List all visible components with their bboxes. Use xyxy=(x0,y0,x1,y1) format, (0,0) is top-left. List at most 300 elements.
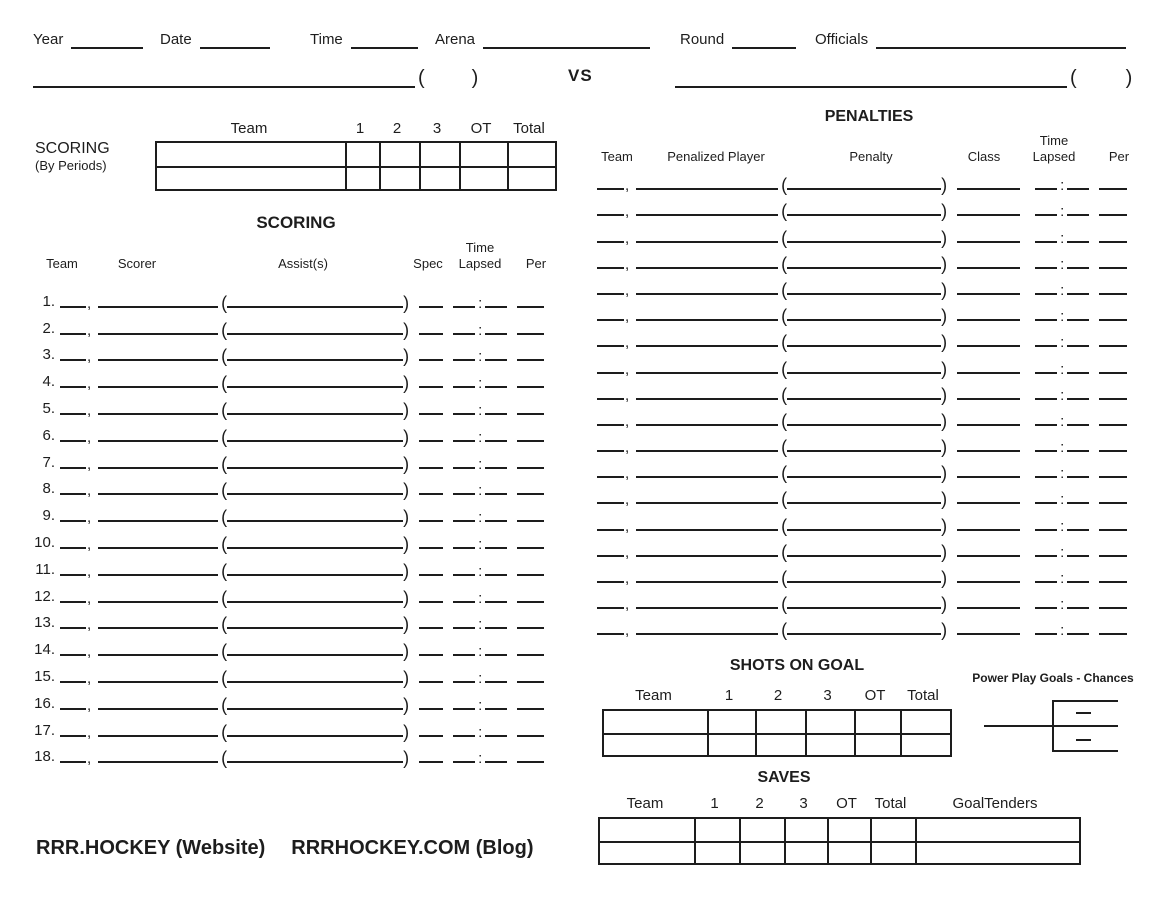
assists-paren-open: ( xyxy=(221,346,228,367)
comma-mark: , xyxy=(625,412,630,430)
periods-cell xyxy=(157,166,345,189)
scoring-spec-blank xyxy=(419,547,443,549)
scoring-team-blank xyxy=(60,467,86,469)
scoring-spec-blank xyxy=(419,467,443,469)
assists-paren-open: ( xyxy=(221,614,228,635)
footer-blog: RRRHOCKEY.COM (Blog) xyxy=(291,837,534,859)
shots-cell xyxy=(854,711,900,733)
colon-mark: : xyxy=(478,428,483,446)
comma-mark: , xyxy=(625,465,630,483)
colon-mark: : xyxy=(1060,622,1065,640)
scoring-per-blank xyxy=(517,627,544,629)
periods-table-header xyxy=(155,120,553,138)
assists-paren-open: ( xyxy=(221,399,228,420)
scoring-row xyxy=(30,392,544,419)
shots-cell xyxy=(805,733,854,755)
scoring-team-blank xyxy=(60,654,86,656)
assists-paren-close: ) xyxy=(403,507,410,528)
scoring-time-sec-blank xyxy=(485,574,507,576)
penalty-row xyxy=(597,247,1127,273)
colon-mark: : xyxy=(478,348,483,366)
scoring-col-team: Team xyxy=(46,256,78,271)
penalty-name-blank xyxy=(787,633,941,635)
penalty-name-blank xyxy=(787,424,941,426)
home-score-paren-open: ( xyxy=(418,67,425,89)
scoring-assists-blank xyxy=(227,654,403,656)
scoring-per-blank xyxy=(517,386,544,388)
penalty-time-min-blank xyxy=(1035,372,1057,374)
scoring-assists-blank xyxy=(227,574,403,576)
saves-cell xyxy=(784,819,827,841)
penalty-row xyxy=(597,378,1127,404)
scoring-assists-blank xyxy=(227,467,403,469)
penalty-row xyxy=(597,613,1127,639)
penalty-team-blank xyxy=(597,633,624,635)
scoring-time-min-blank xyxy=(453,413,475,415)
penalty-time-min-blank xyxy=(1035,450,1057,452)
penalty-per-blank xyxy=(1099,267,1127,269)
assists-paren-open: ( xyxy=(221,507,228,528)
assists-paren-close: ) xyxy=(403,667,410,688)
scoring-row-number: 17. xyxy=(34,721,55,739)
scoring-time-min-blank xyxy=(453,574,475,576)
penalty-class-blank xyxy=(957,398,1020,400)
penalty-paren-open: ( xyxy=(781,201,788,222)
scoring-col-spec: Spec xyxy=(413,256,443,271)
scoring-row-number: 7. xyxy=(42,453,55,471)
scoring-scorer-blank xyxy=(98,413,218,415)
penalty-player-blank xyxy=(636,450,778,452)
penalty-per-blank xyxy=(1099,633,1127,635)
officials-field xyxy=(815,29,1126,49)
penalty-paren-close: ) xyxy=(941,201,948,222)
comma-mark: , xyxy=(625,622,630,640)
penalty-player-blank xyxy=(636,476,778,478)
assists-paren-open: ( xyxy=(221,748,228,769)
colon-mark: : xyxy=(478,750,483,768)
penalty-paren-close: ) xyxy=(941,306,948,327)
assists-paren-close: ) xyxy=(403,346,410,367)
colon-mark: : xyxy=(478,669,483,687)
comma-mark: , xyxy=(87,643,92,661)
scoring-spec-blank xyxy=(419,520,443,522)
scoring-row-number: 10. xyxy=(34,533,55,551)
assists-paren-open: ( xyxy=(221,319,228,340)
penalty-time-min-blank xyxy=(1035,188,1057,190)
colon-mark: : xyxy=(478,589,483,607)
comma-mark: , xyxy=(87,723,92,741)
penalty-team-blank xyxy=(597,607,624,609)
assists-paren-close: ) xyxy=(403,748,410,769)
scoring-team-blank xyxy=(60,574,86,576)
scoring-per-blank xyxy=(517,761,544,763)
penalty-time-sec-blank xyxy=(1067,319,1089,321)
scoring-row-number: 2. xyxy=(42,319,55,337)
saves-col-2: 2 xyxy=(755,795,764,812)
comma-mark: , xyxy=(87,669,92,687)
comma-mark: , xyxy=(625,360,630,378)
scoring-team-blank xyxy=(60,547,86,549)
year-field xyxy=(33,29,143,49)
assists-paren-close: ) xyxy=(403,641,410,662)
scoring-time-min-blank xyxy=(453,681,475,683)
scoring-row xyxy=(30,339,544,366)
periods-cell xyxy=(419,166,459,189)
comma-mark: , xyxy=(87,509,92,527)
arena-blank xyxy=(483,47,650,49)
penalty-time-min-blank xyxy=(1035,214,1057,216)
scoring-row xyxy=(30,526,544,553)
scoring-row-number: 8. xyxy=(42,480,55,498)
scoring-per-blank xyxy=(517,359,544,361)
colon-mark: : xyxy=(478,294,483,312)
penalty-player-blank xyxy=(636,581,778,583)
scoring-row-number: 5. xyxy=(42,399,55,417)
shots-on-goal-title: SHOTS ON GOAL xyxy=(729,657,865,674)
penalty-paren-close: ) xyxy=(941,437,948,458)
scoring-scorer-blank xyxy=(98,708,218,710)
periods-col-1: 1 xyxy=(355,120,365,137)
saves-col-3: 3 xyxy=(799,795,808,812)
scoring-col-per: Per xyxy=(525,256,547,271)
penalty-row xyxy=(597,482,1127,508)
penalty-per-blank xyxy=(1099,476,1127,478)
scoring-row-number: 4. xyxy=(42,373,55,391)
penalty-team-blank xyxy=(597,293,624,295)
penalty-paren-open: ( xyxy=(781,489,788,510)
assists-paren-close: ) xyxy=(403,694,410,715)
penalty-time-sec-blank xyxy=(1067,214,1089,216)
scoring-row-number: 15. xyxy=(34,667,55,685)
penalty-player-blank xyxy=(636,555,778,557)
comma-mark: , xyxy=(87,294,92,312)
scoring-time-sec-blank xyxy=(485,386,507,388)
assists-paren-close: ) xyxy=(403,721,410,742)
penalty-paren-close: ) xyxy=(941,384,948,405)
scoring-col-scorer: Scorer xyxy=(117,256,157,271)
scoring-time-sec-blank xyxy=(485,681,507,683)
penalty-name-blank xyxy=(787,581,941,583)
shots-cell xyxy=(900,711,950,733)
penalty-row xyxy=(597,299,1127,325)
comma-mark: , xyxy=(87,375,92,393)
comma-mark: , xyxy=(87,750,92,768)
penalty-time-sec-blank xyxy=(1067,555,1089,557)
penalty-paren-close: ) xyxy=(941,332,948,353)
penalty-player-blank xyxy=(636,398,778,400)
assists-paren-close: ) xyxy=(403,319,410,340)
comma-mark: , xyxy=(87,401,92,419)
away-team-line xyxy=(675,64,1132,88)
saves-table-header xyxy=(598,795,1077,813)
scoring-time-sec-blank xyxy=(485,413,507,415)
scoring-scorer-blank xyxy=(98,654,218,656)
scoring-time-min-blank xyxy=(453,601,475,603)
scoring-spec-blank xyxy=(419,386,443,388)
scoring-spec-blank xyxy=(419,440,443,442)
scoring-spec-blank xyxy=(419,601,443,603)
away-score-paren-close: ) xyxy=(1125,67,1133,89)
shots-cell xyxy=(805,711,854,733)
penalty-row xyxy=(597,561,1127,587)
penalty-team-blank xyxy=(597,529,624,531)
scoring-time-sec-blank xyxy=(485,333,507,335)
scoring-rows xyxy=(30,285,544,767)
scoring-scorer-blank xyxy=(98,601,218,603)
scoring-per-blank xyxy=(517,735,544,737)
colon-mark: : xyxy=(1060,596,1065,614)
scoring-time-sec-blank xyxy=(485,627,507,629)
penalty-time-sec-blank xyxy=(1067,476,1089,478)
comma-mark: , xyxy=(87,562,92,580)
assists-paren-close: ) xyxy=(403,453,410,474)
penalty-team-blank xyxy=(597,214,624,216)
arena-label: Arena xyxy=(435,31,476,48)
penalty-paren-open: ( xyxy=(781,332,788,353)
periods-cell xyxy=(345,143,379,166)
penalty-team-blank xyxy=(597,372,624,374)
penalty-class-blank xyxy=(957,581,1020,583)
assists-paren-close: ) xyxy=(403,480,410,501)
assists-paren-close: ) xyxy=(403,533,410,554)
penalty-name-blank xyxy=(787,555,941,557)
penalty-row xyxy=(597,168,1127,194)
scoring-assists-blank xyxy=(227,708,403,710)
penalty-per-blank xyxy=(1099,450,1127,452)
penalty-row xyxy=(597,430,1127,456)
periods-cell xyxy=(459,143,507,166)
penalty-name-blank xyxy=(787,607,941,609)
assists-paren-open: ( xyxy=(221,426,228,447)
away-team-blank xyxy=(675,86,1067,88)
saves-cell xyxy=(915,841,1079,863)
scoring-team-blank xyxy=(60,708,86,710)
scoring-team-blank xyxy=(60,681,86,683)
scoring-team-blank xyxy=(60,627,86,629)
scoring-time-sec-blank xyxy=(485,735,507,737)
colon-mark: : xyxy=(1060,308,1065,326)
penalty-player-blank xyxy=(636,633,778,635)
colon-mark: : xyxy=(1060,439,1065,457)
penalty-name-blank xyxy=(787,319,941,321)
colon-mark: : xyxy=(478,723,483,741)
footer xyxy=(36,837,534,860)
penalty-time-sec-blank xyxy=(1067,398,1089,400)
penalty-paren-close: ) xyxy=(941,253,948,274)
saves-cell xyxy=(694,819,739,841)
penalty-time-min-blank xyxy=(1035,424,1057,426)
comma-mark: , xyxy=(625,308,630,326)
scoring-row xyxy=(30,633,544,660)
penalty-per-blank xyxy=(1099,424,1127,426)
periods-cell xyxy=(419,143,459,166)
colon-mark: : xyxy=(1060,386,1065,404)
assists-paren-open: ( xyxy=(221,373,228,394)
officials-label: Officials xyxy=(815,31,869,48)
penalty-team-blank xyxy=(597,319,624,321)
scoring-scorer-blank xyxy=(98,681,218,683)
penalties-col-penalty: Penalty xyxy=(849,149,893,164)
scoring-team-blank xyxy=(60,440,86,442)
penalty-time-min-blank xyxy=(1035,476,1057,478)
penalty-paren-open: ( xyxy=(781,463,788,484)
scoring-row-number: 1. xyxy=(42,292,55,310)
scoring-time-min-blank xyxy=(453,761,475,763)
scoring-time-min-blank xyxy=(453,654,475,656)
periods-col-3: 3 xyxy=(432,120,442,137)
year-blank xyxy=(71,47,143,49)
penalty-paren-open: ( xyxy=(781,227,788,248)
scoring-per-blank xyxy=(517,681,544,683)
penalty-paren-open: ( xyxy=(781,515,788,536)
colon-mark: : xyxy=(1060,412,1065,430)
time-field xyxy=(310,29,418,49)
penalty-per-blank xyxy=(1099,188,1127,190)
comma-mark: , xyxy=(625,229,630,247)
penalty-class-blank xyxy=(957,502,1020,504)
penalty-per-blank xyxy=(1099,502,1127,504)
scoring-assists-blank xyxy=(227,601,403,603)
penalty-row xyxy=(597,535,1127,561)
penalty-paren-close: ) xyxy=(941,620,948,641)
comma-mark: , xyxy=(625,491,630,509)
periods-cell xyxy=(459,166,507,189)
penalty-time-sec-blank xyxy=(1067,293,1089,295)
scoring-assists-blank xyxy=(227,413,403,415)
penalty-paren-close: ) xyxy=(941,515,948,536)
scoring-by-periods-line2: (By Periods) xyxy=(35,158,107,173)
scoring-scorer-blank xyxy=(98,306,218,308)
penalty-team-blank xyxy=(597,424,624,426)
scoring-row-number: 6. xyxy=(42,426,55,444)
saves-col-1: 1 xyxy=(710,795,719,812)
scoring-scorer-blank xyxy=(98,467,218,469)
penalty-per-blank xyxy=(1099,319,1127,321)
scoring-scorer-blank xyxy=(98,359,218,361)
penalty-name-blank xyxy=(787,214,941,216)
penalty-per-blank xyxy=(1099,529,1127,531)
penalty-time-min-blank xyxy=(1035,529,1057,531)
penalty-time-sec-blank xyxy=(1067,529,1089,531)
colon-mark: : xyxy=(1060,517,1065,535)
shots-col-3: 3 xyxy=(823,687,832,704)
scoring-time-sec-blank xyxy=(485,601,507,603)
penalty-player-blank xyxy=(636,267,778,269)
colon-mark: : xyxy=(1060,177,1065,195)
comma-mark: , xyxy=(87,482,92,500)
shots-col-1: 1 xyxy=(724,687,734,704)
colon-mark: : xyxy=(478,643,483,661)
penalty-time-min-blank xyxy=(1035,241,1057,243)
scoring-col-assists: Assist(s) xyxy=(278,256,328,271)
scoring-time-sec-blank xyxy=(485,708,507,710)
round-field xyxy=(680,29,796,49)
year-label: Year xyxy=(33,31,64,48)
scoring-assists-blank xyxy=(227,735,403,737)
saves-cell xyxy=(600,841,694,863)
penalty-class-blank xyxy=(957,319,1020,321)
colon-mark: : xyxy=(1060,465,1065,483)
penalty-paren-close: ) xyxy=(941,489,948,510)
periods-col-total: Total xyxy=(513,120,545,137)
assists-paren-open: ( xyxy=(221,641,228,662)
shots-cell xyxy=(900,733,950,755)
scoring-col-time-line2: Lapsed xyxy=(458,256,502,271)
saves-cell xyxy=(827,819,870,841)
penalty-player-blank xyxy=(636,319,778,321)
periods-col-ot: OT xyxy=(470,120,492,137)
penalty-name-blank xyxy=(787,529,941,531)
penalties-col-team: Team xyxy=(601,149,633,164)
power-play-dash-bottom xyxy=(1076,739,1091,741)
scoring-row xyxy=(30,580,544,607)
scoring-row-number: 16. xyxy=(34,694,55,712)
saves-cell xyxy=(870,841,915,863)
footer-website: RRR.HOCKEY (Website) xyxy=(36,837,266,859)
penalty-per-blank xyxy=(1099,607,1127,609)
penalty-paren-open: ( xyxy=(781,437,788,458)
comma-mark: , xyxy=(625,177,630,195)
assists-paren-close: ) xyxy=(403,426,410,447)
penalty-player-blank xyxy=(636,607,778,609)
periods-cell xyxy=(157,143,345,166)
comma-mark: , xyxy=(625,439,630,457)
scoring-per-blank xyxy=(517,601,544,603)
penalty-row xyxy=(597,404,1127,430)
penalties-col-time-line2: Lapsed xyxy=(1032,149,1076,164)
scoring-row xyxy=(30,687,544,714)
colon-mark: : xyxy=(1060,281,1065,299)
scoring-row xyxy=(30,553,544,580)
periods-col-team: Team xyxy=(230,120,268,137)
scoring-time-sec-blank xyxy=(485,467,507,469)
penalty-class-blank xyxy=(957,372,1020,374)
penalty-time-sec-blank xyxy=(1067,450,1089,452)
scoring-team-blank xyxy=(60,386,86,388)
scoring-time-min-blank xyxy=(453,735,475,737)
penalty-row xyxy=(597,351,1127,377)
colon-mark: : xyxy=(1060,229,1065,247)
scoring-row xyxy=(30,365,544,392)
penalty-paren-open: ( xyxy=(781,253,788,274)
round-label: Round xyxy=(680,31,725,48)
scoring-row xyxy=(30,607,544,634)
scoring-per-blank xyxy=(517,574,544,576)
colon-mark: : xyxy=(478,696,483,714)
assists-paren-open: ( xyxy=(221,587,228,608)
penalty-team-blank xyxy=(597,188,624,190)
penalty-time-min-blank xyxy=(1035,633,1057,635)
penalty-class-blank xyxy=(957,633,1020,635)
scoring-by-periods-line1: SCORING xyxy=(35,140,110,157)
scoring-scorer-blank xyxy=(98,440,218,442)
scoring-team-blank xyxy=(60,413,86,415)
colon-mark: : xyxy=(478,401,483,419)
home-score-paren-close: ) xyxy=(471,67,479,89)
penalty-time-min-blank xyxy=(1035,607,1057,609)
comma-mark: , xyxy=(87,535,92,553)
penalty-time-min-blank xyxy=(1035,555,1057,557)
scoring-row-number: 9. xyxy=(42,507,55,525)
penalty-name-blank xyxy=(787,502,941,504)
date-label: Date xyxy=(160,31,192,48)
scoring-spec-blank xyxy=(419,306,443,308)
assists-paren-close: ) xyxy=(403,373,410,394)
scoring-title: SCORING xyxy=(256,213,336,232)
scoring-assists-blank xyxy=(227,440,403,442)
penalty-paren-close: ) xyxy=(941,410,948,431)
comma-mark: , xyxy=(87,696,92,714)
